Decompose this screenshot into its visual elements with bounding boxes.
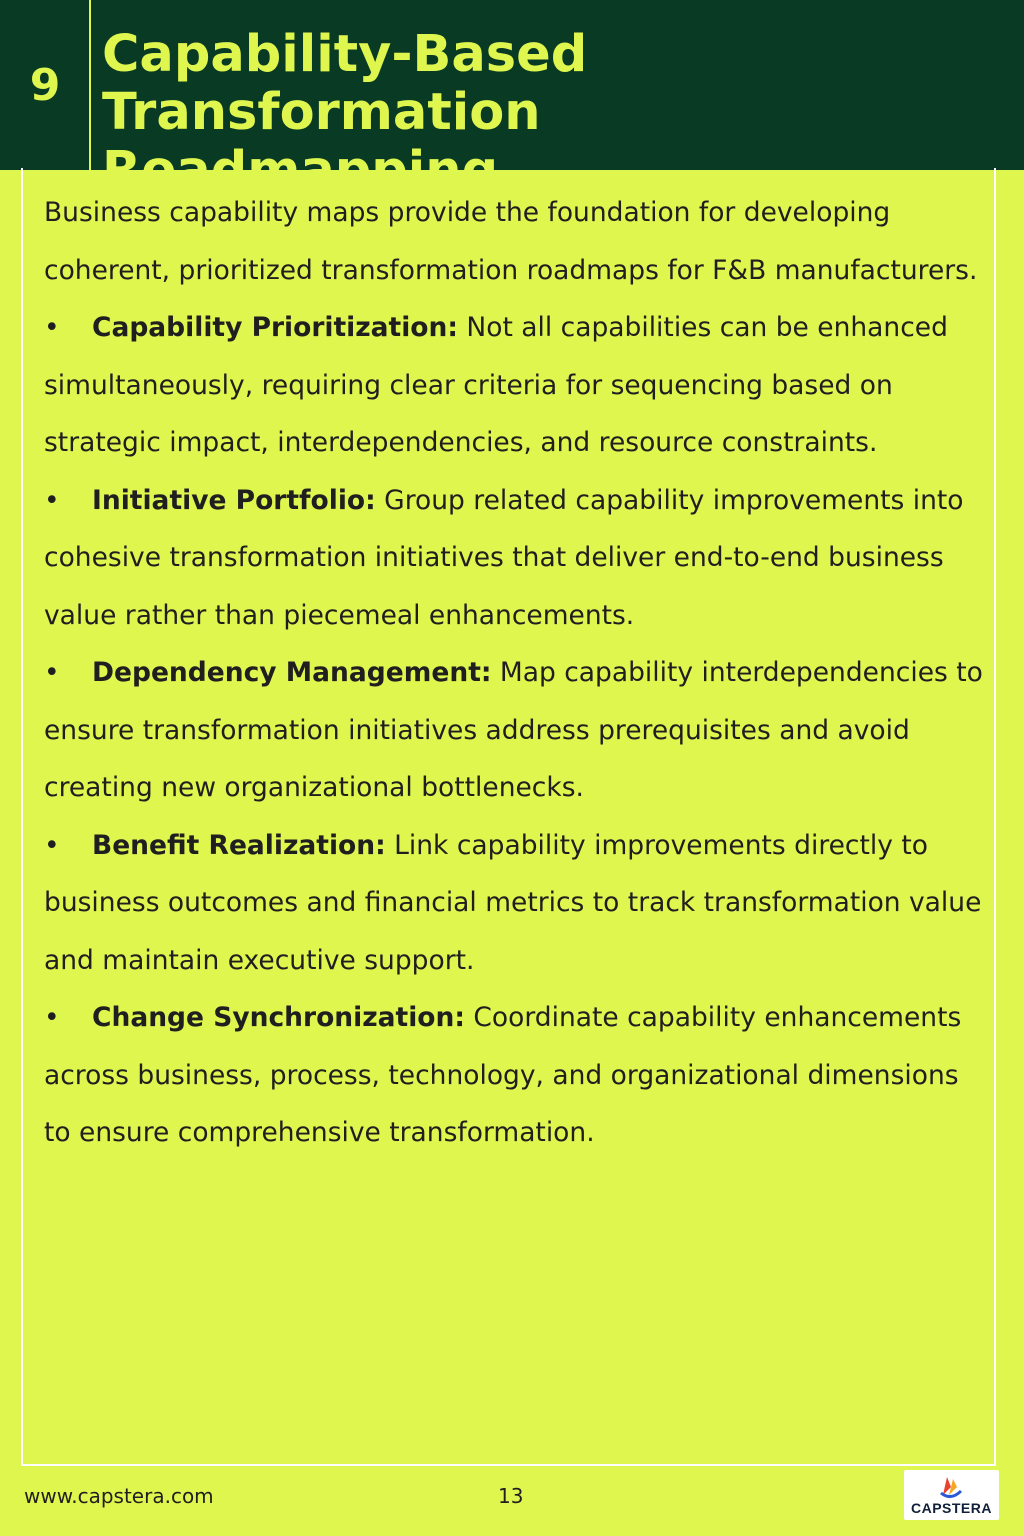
bullet-text: Map capability interdependencies to ensure transformation initiatives address prerequisites and avoid creating new organizational bottlenecks. (44, 657, 983, 803)
logo-mark-icon (937, 1473, 965, 1499)
bullet-text: Not all capabilities can be enhanced simultaneously, requiring clear criteria for sequencing based on strategic impact, interdependencies, and resource constraints. (44, 312, 948, 458)
bullet-item (44, 472, 984, 645)
bullet-term: Initiative Portfolio: (92, 484, 376, 516)
logo-text: CAPSTERA (910, 1500, 992, 1516)
page-header (0, 0, 1024, 200)
bullet-term: Change Synchronization: (92, 1002, 465, 1033)
bullet-text: Group related capability improvements into cohesive transformation initiatives that deliver end-to-end business value rather than piecemeal enhancements. (44, 484, 964, 631)
bullet-item (44, 299, 984, 472)
website-link[interactable]: www.capstera.com (24, 1484, 214, 1508)
bullet-dot-icon: • (44, 1002, 60, 1033)
title-line-2: Roadmapping (102, 141, 499, 200)
intro-paragraph: Business capability maps provide the foundation for developing coherent, prioritized transformation roadmaps for F&B manufacturers. (44, 197, 978, 286)
title-line-1: Capability-Based Transformation (102, 25, 588, 142)
bullet-dot-icon: • (44, 312, 60, 343)
content-body (44, 184, 984, 1162)
bullet-dot-icon: • (44, 829, 60, 861)
bullet-dot-icon: • (44, 657, 60, 688)
section-number: 9 (29, 59, 61, 111)
capstera-logo (904, 1470, 999, 1520)
bullet-term: Benefit Realization: (92, 829, 386, 861)
bullet-text: Coordinate capability enhancements across business, process, technology, and organizational dimensions to ensure comprehensive transformation. (44, 1002, 962, 1148)
bullet-term: Dependency Management: (92, 657, 492, 688)
page-number: 13 (498, 1484, 524, 1508)
bullet-text: Link capability improvements directly to business outcomes and financial metrics to track transformation value and maintain executive support. (44, 829, 982, 976)
bullet-item (44, 817, 984, 990)
bullet-term: Capability Prioritization: (92, 312, 458, 343)
bullet-item (44, 989, 984, 1162)
header-divider (89, 0, 91, 170)
bullet-dot-icon: • (44, 484, 60, 516)
bullet-item (44, 644, 984, 817)
